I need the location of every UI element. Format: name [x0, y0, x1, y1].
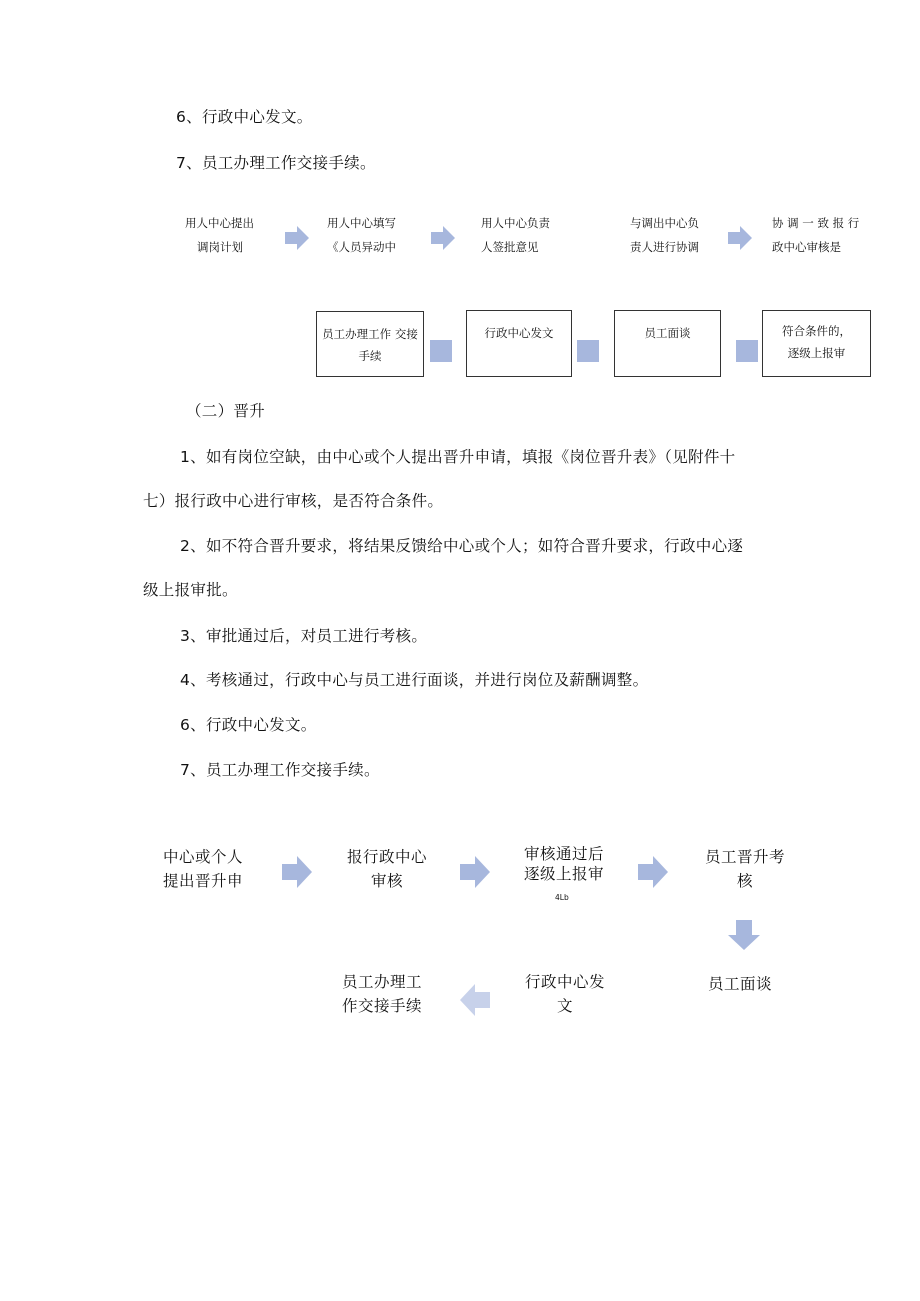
step-1-line1: 1、如有岗位空缺，由中心或个人提出晋升申请，填报《岗位晋升表》（见附件十	[180, 448, 736, 466]
right-arrow-icon	[638, 856, 668, 888]
step-2-line2: 级上报审批。	[143, 581, 238, 599]
right-arrow-icon	[285, 226, 309, 250]
right-arrow-icon	[460, 856, 490, 888]
connector-square-icon	[577, 340, 599, 362]
flow1-box-handover-line2: 手续	[358, 349, 382, 363]
flow1-box-interview	[614, 310, 721, 377]
flow1-node-5-line1: 协 调 一 致 报 行	[772, 216, 860, 230]
step-2-line1: 2、如不符合晋升要求，将结果反馈给中心或个人；如符合晋升要求，行政中心逐	[180, 537, 744, 555]
flow1-box-interview-line1: 员工面谈	[644, 326, 691, 340]
flow1-node-2	[327, 215, 396, 255]
right-arrow-icon	[728, 226, 752, 250]
flow2-node-approved-line2: 逐级上报审	[523, 865, 604, 883]
down-arrow-icon	[728, 920, 760, 950]
section-heading: （二）晋升	[186, 402, 266, 420]
right-arrow-icon	[282, 856, 312, 888]
flow1-node-2-line1: 用人中心填写	[327, 216, 396, 230]
step-4-text: 4、考核通过，行政中心与员工进行面谈，并进行岗位及薪酬调整。	[180, 671, 649, 689]
step-1-line2: 七）报行政中心进行审核，是否符合条件。	[143, 492, 444, 510]
flow1-node-5	[772, 215, 859, 255]
flow2-node-approved	[516, 844, 612, 884]
flow1-box-report	[762, 310, 871, 377]
flow1-node-5-line2: 政中心审核是	[772, 240, 841, 254]
flow1-node-1-line2: 调岗计划	[197, 240, 243, 254]
flow1-node-2-line2: 《人员异动中	[327, 240, 396, 254]
flow2-node-assessment-line1: 员工晋升考	[704, 848, 785, 866]
step-3-text: 3、审批通过后，对员工进行考核。	[180, 627, 428, 645]
flow2-node-apply	[155, 845, 251, 893]
step-6-text-2: 6、行政中心发文。	[180, 716, 317, 734]
flow1-node-4-line2: 责人进行协调	[630, 240, 699, 254]
flow2-node-issue-document-line2: 文	[556, 997, 573, 1015]
flow1-node-3	[481, 215, 550, 255]
flow2-node-approved-note: 4Lb	[555, 893, 569, 902]
step-6-text: 6、行政中心发文。	[176, 108, 313, 126]
flow2-node-apply-line2: 提出晋升申	[162, 872, 243, 890]
flow1-node-1-line1: 用人中心提出	[185, 216, 254, 230]
flow2-node-handover	[334, 970, 430, 1018]
flow2-node-interview	[692, 972, 788, 996]
flow2-node-assessment-line2: 核	[736, 872, 753, 890]
flow1-box-report-line1: 符合条件的，	[782, 324, 851, 338]
left-arrow-icon	[460, 984, 490, 1016]
flow2-node-submit-line2: 审核	[370, 872, 403, 890]
flow2-node-approved-line1: 审核通过后	[523, 845, 604, 863]
flow2-node-handover-line2: 作交接手续	[341, 997, 422, 1015]
flow2-node-interview-line1: 员工面谈	[707, 975, 772, 993]
step-7-text-2: 7、员工办理工作交接手续。	[180, 761, 380, 779]
flow2-node-issue-document-line1: 行政中心发	[524, 973, 605, 991]
flow1-node-3-line1: 用人中心负责	[481, 216, 550, 230]
flow1-node-3-line2: 人签批意见	[481, 240, 539, 254]
flow1-node-4	[630, 215, 699, 255]
flow1-box-handover-line1: 员工办理工作 交接	[322, 327, 418, 341]
flow1-node-1	[185, 215, 254, 255]
flow2-node-submit	[339, 845, 435, 893]
step-7-text: 7、员工办理工作交接手续。	[176, 154, 376, 172]
flow1-box-issue-document	[466, 310, 572, 377]
right-arrow-icon	[431, 226, 455, 250]
flow1-node-4-line1: 与调出中心负	[630, 216, 699, 230]
flow2-node-apply-line1: 中心或个人	[162, 848, 243, 866]
flow2-node-issue-document	[517, 970, 613, 1018]
flow2-node-assessment	[697, 845, 793, 893]
flow2-node-handover-line1: 员工办理工	[341, 973, 422, 991]
flow2-node-submit-line1: 报行政中心	[346, 848, 427, 866]
flow1-box-handover	[316, 311, 424, 377]
flow1-box-issue-document-line1: 行政中心发文	[484, 326, 554, 340]
flow1-box-report-line2: 逐级上报审	[787, 346, 846, 360]
connector-square-icon	[430, 340, 452, 362]
connector-square-icon	[736, 340, 758, 362]
